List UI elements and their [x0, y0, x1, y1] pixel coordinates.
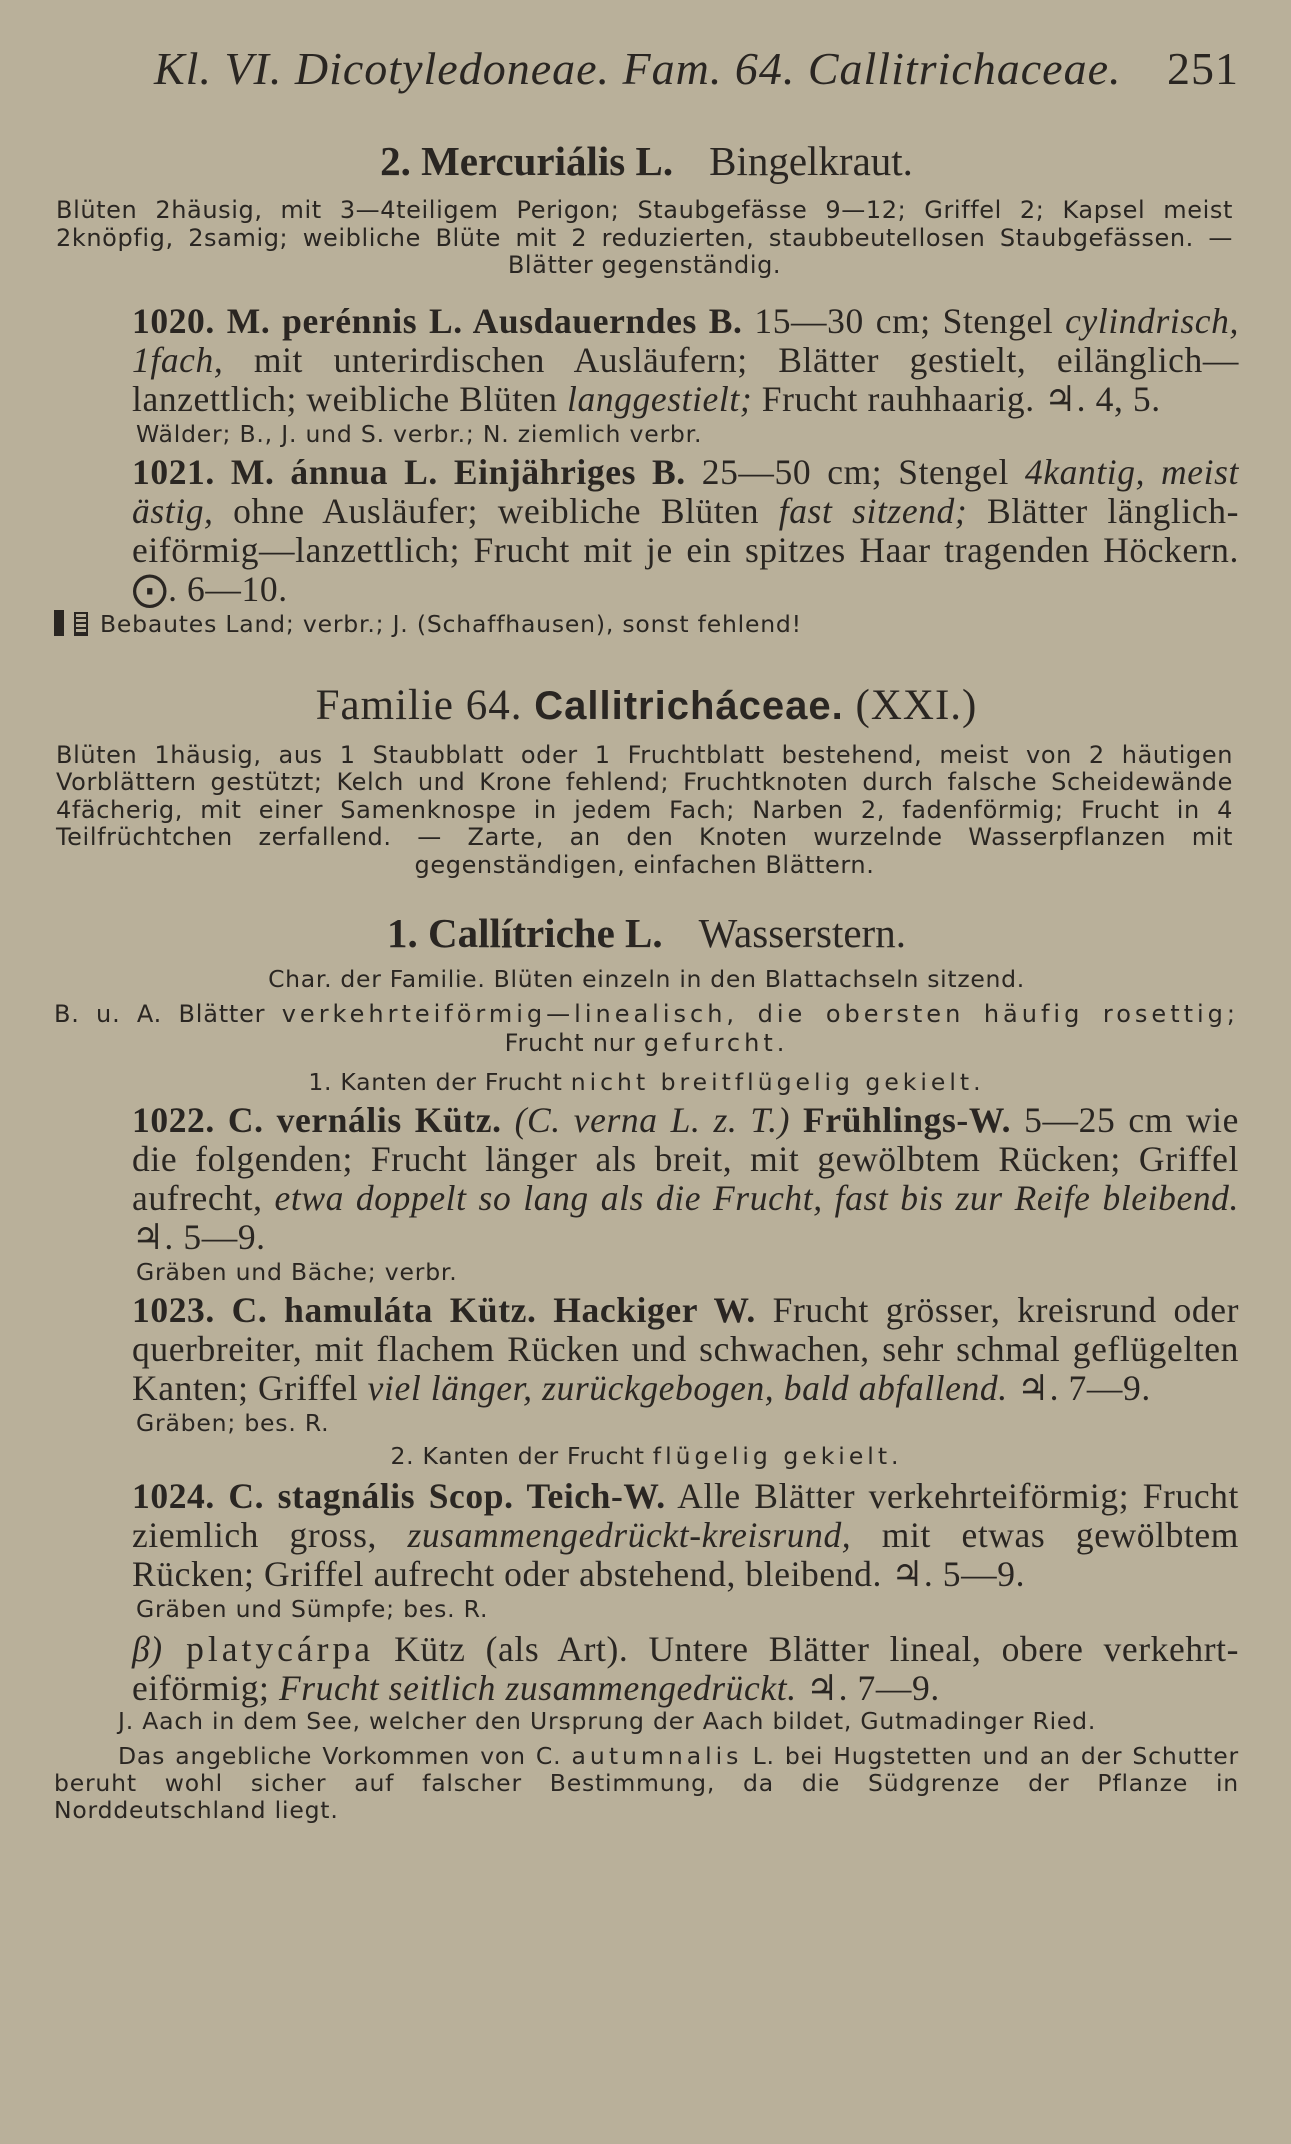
variety-locality: J. Aach in dem See, welcher den Ursprung der Aach bildet, Gutmadinger Ried.	[118, 1707, 1097, 1735]
species-entry-1023: 1023. C. hamuláta Kütz. Hackiger W. Frucht grösser, kreisrund oder querbreiter, mit flachem Rücken und schwachen, sehr schmal geflügelten Kanten; Griffel viel länger, zurückgebogen, bald abfallend. ♃. 7—9.	[132, 1290, 1239, 1408]
genus-character: Char. der Familie. Blüten einzeln in den Blattachseln sitzend.	[268, 965, 1025, 993]
family-description: Blüten 1häusig, aus 1 Staubblatt oder 1 Fruchtblatt bestehend, meist von 2 häutigen Vorblättern gestützt; Kelch und Krone fehlend; Fruchtknoten durch falsche Scheidewände 4fächerig, mit einer Samenknospe in jedem Fach; Narben 2, fadenförmig; Frucht in 4 Teilfrüchtchen zerfallend. — Zarte, an den Knoten wurzelnde Wasserpflanzen mit gegenständigen, einfachen Blättern.	[56, 740, 1233, 879]
variety-entry: β) platycárpa Kütz (als Art). Untere Blätter lineal, obere verkehrt-eiförmig; Frucht seitlich zusammengedrückt. ♃. 7—9.	[132, 1629, 1239, 1708]
species-heading: 1024. C. stagnális Scop. Teich-W.	[132, 1476, 666, 1516]
habitat-line: Gräben und Bäche; verbr.	[136, 1258, 458, 1286]
family-heading: Familie 64. Callitricháceae. (XXI.)	[315, 681, 978, 729]
key-section: B. u. A. Blätter verkehrteiförmig—linealisch, die obersten häufig rosettig; Frucht nur gefurcht.	[54, 1000, 1239, 1057]
cultivation-mark-icon	[54, 610, 64, 636]
species-entry-1022: 1022. C. vernális Kütz. (C. verna L. z. T.) Frühlings-W. 5—25 cm wie die folgenden; Frucht länger als breit, mit gewölbtem Rücken; Griffel aufrecht, etwa doppelt so lang als die Frucht, fast bis zur Reife bleibend. ♃. 5—9.	[132, 1100, 1240, 1257]
species-heading: 1023. C. hamuláta Kütz. Hackiger W.	[132, 1290, 756, 1330]
species-heading: 1022. C. vernális Kütz.	[132, 1100, 502, 1140]
genus-number: 2.	[380, 138, 411, 184]
genus-heading-mercurialis	[54, 137, 1239, 185]
genus-common-name: Wasserstern.	[698, 910, 906, 956]
habitat-line: Bebautes Land; verbr.; J. (Schaffhausen), sonst fehlend!	[54, 609, 1239, 639]
genus-common-name: Bingelkraut.	[709, 138, 913, 184]
footnote: Das angebliche Vorkommen von C. autumnalis L. bei Hugstetten und an der Schutter beruht wohl sicher auf falscher Bestimmung, da die Südgrenze der Pflanze in Norddeutschland liegt.	[54, 1742, 1239, 1824]
field-mark-icon	[74, 612, 88, 636]
genus-heading-callitriche: 1. Callítriche L. Wasserstern.	[387, 910, 906, 956]
family-name: Callitricháceae.	[534, 683, 844, 728]
habitat-line: Gräben und Sümpfe; bes. R.	[136, 1595, 489, 1623]
running-head-title: Kl. VI. Dicotyledoneae. Fam. 64. Callitrichaceae.	[154, 43, 1122, 94]
species-entry-1021: 1021. M. ánnua L. Einjähriges B. 25—50 cm; Stengel 4kantig, meist ästig, ohne Ausläufer; weibliche Blüten fast sitzend; Blätter länglich-eiförmig—lanzettlich; Frucht mit je ein spitzes Haar tragenden Höckern. ⨀. 6—10.	[132, 451, 1239, 609]
species-heading: 1020. M. perénnis L. Ausdauerndes B.	[132, 300, 743, 341]
key-subsection-1: 1. Kanten der Frucht nicht breitflügelig gekielt.	[308, 1068, 985, 1096]
species-entry-1024: 1024. C. stagnális Scop. Teich-W. Alle Blätter verkehrteiförmig; Frucht ziemlich gross, zusammengedrückt-kreisrund, mit etwas gewölbtem Rücken; Griffel aufrecht oder abstehend, bleibend. ♃. 5—9.	[132, 1476, 1239, 1594]
genus-description: Blüten 2häusig, mit 3—4teiligem Perigon; Staubgefässe 9—12; Griffel 2; Kapsel meist 2knöpfig, 2samig; weibliche Blüte mit 2 reduzierten, staubbeutellosen Staubgefässen. — Blätter gegenständig.	[56, 196, 1233, 279]
key-subsection-2: 2. Kanten der Frucht flügelig gekielt.	[390, 1442, 903, 1470]
genus-name: Mercuriális L.	[421, 138, 674, 184]
genus-name: Callítriche L.	[428, 910, 663, 956]
running-head	[54, 42, 1239, 95]
habitat-line: Gräben; bes. R.	[136, 1409, 330, 1437]
page-number: 251	[1167, 43, 1239, 94]
species-entry-1020: 1020. M. perénnis L. Ausdauerndes B. 15—30 cm; Stengel cylindrisch, 1fach, mit unterirdischen Ausläufern; Blätter gestielt, eilänglich—lanzettlich; weibliche Blüten langgestielt; Frucht rauhhaarig. ♃. 4, 5.	[132, 300, 1239, 419]
habitat-line: Wälder; B., J. und S. verbr.; N. ziemlich verbr.	[136, 419, 703, 448]
species-heading: 1021. M. ánnua L. Einjähriges B.	[132, 451, 686, 492]
variety-name: platycárpa	[162, 1629, 375, 1669]
